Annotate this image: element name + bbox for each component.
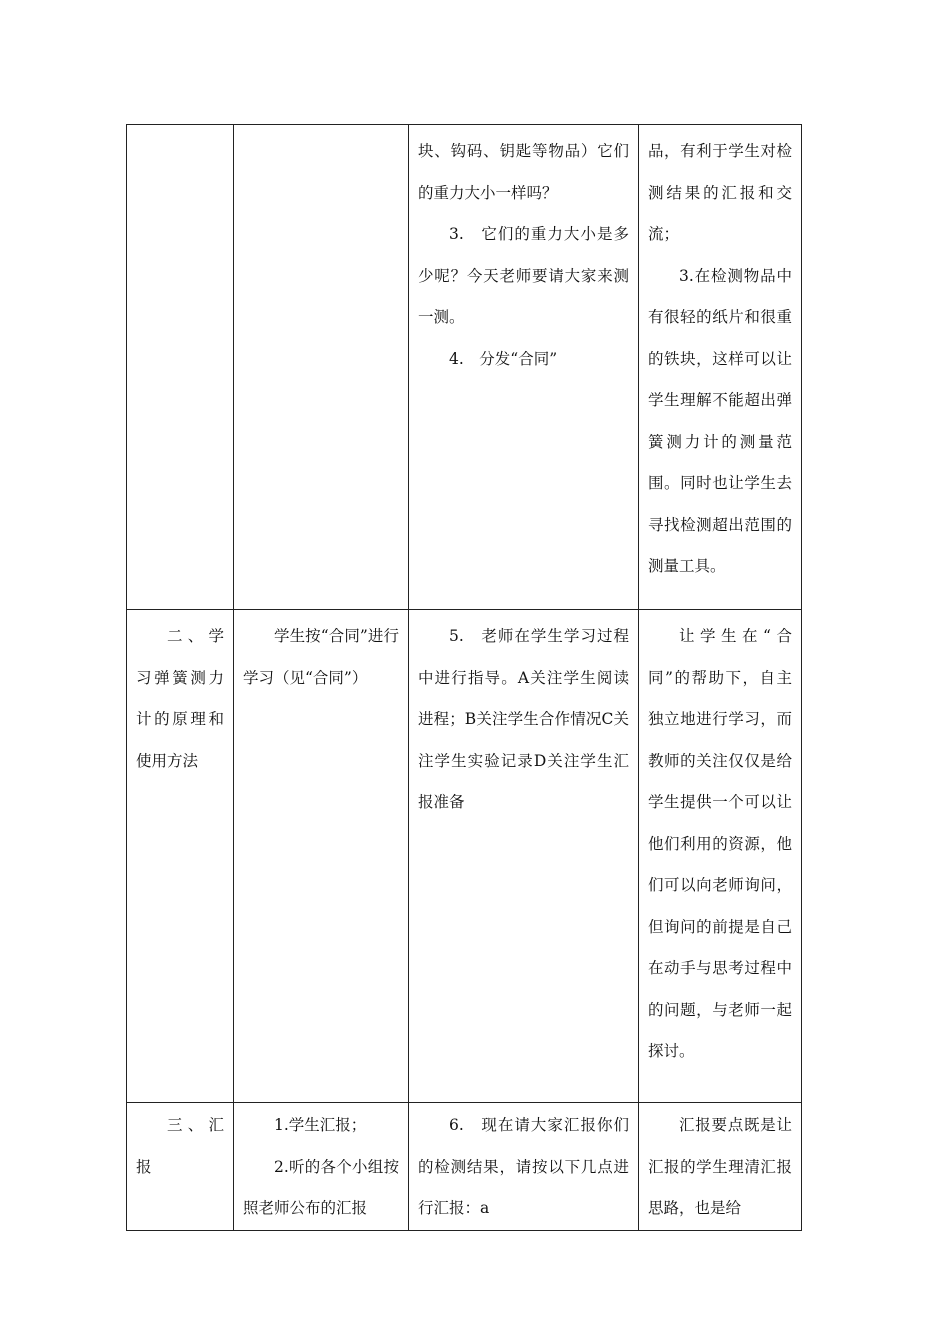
stage-cell bbox=[127, 610, 234, 1103]
cell-paragraph: 让学生在“合同”的帮助下，自主独立地进行学习，而教师的关注仅仅是给学生提供一个可以让他们利用的资源，他们可以向老师询问，但询问的前提是自己在动手与思考过程中的问题，与老师一起探讨。 bbox=[648, 627, 792, 1060]
cell-paragraph: 4. 分发“合同” bbox=[449, 349, 558, 368]
teacher-activity-cell bbox=[409, 125, 639, 610]
stage-cell bbox=[127, 1103, 234, 1231]
cell-paragraph: 块、钩码、钥匙等物品）它们的重力大小一样吗？ bbox=[418, 142, 629, 202]
lesson-plan-table bbox=[126, 124, 802, 1231]
cell-paragraph: 学生按“合同”进行学习（见“合同”） bbox=[243, 627, 399, 687]
cell-paragraph: 5. 老师在学生学习过程中进行指导。A关注学生阅读进程；B关注学生合作情况C关注学生实验记录D关注学生汇报准备 bbox=[418, 627, 629, 811]
cell-paragraph: 二、学习弹簧测力计的原理和使用方法 bbox=[136, 627, 224, 770]
table-row bbox=[127, 1103, 802, 1231]
teacher-activity-cell bbox=[409, 1103, 639, 1231]
teacher-activity-cell bbox=[409, 610, 639, 1103]
cell-paragraph: 汇报要点既是让汇报的学生理清汇报思路，也是给 bbox=[648, 1116, 792, 1217]
cell-paragraph: 1.学生汇报； bbox=[274, 1116, 367, 1134]
design-intent-cell bbox=[639, 610, 802, 1103]
design-intent-cell bbox=[639, 1103, 802, 1231]
cell-paragraph: 6. 现在请大家汇报你们的检测结果，请按以下几点进行汇报：a bbox=[418, 1116, 629, 1217]
cell-paragraph: 2.听的各个小组按照老师公布的汇报 bbox=[243, 1157, 399, 1217]
table-row bbox=[127, 610, 802, 1103]
stage-cell bbox=[127, 125, 234, 610]
student-activity-cell bbox=[234, 1103, 409, 1231]
cell-paragraph: 三、汇报 bbox=[136, 1116, 224, 1176]
table-row bbox=[127, 125, 802, 610]
student-activity-cell bbox=[234, 125, 409, 610]
design-intent-cell bbox=[639, 125, 802, 610]
student-activity-cell bbox=[234, 610, 409, 1103]
cell-paragraph: 3. 它们的重力大小是多少呢？今天老师要请大家来测一测。 bbox=[418, 225, 629, 326]
cell-paragraph: 3.在检测物品中有很轻的纸片和很重的铁块，这样可以让学生理解不能超出弹簧测力计的测量范围。同时也让学生去寻找检测超出范围的测量工具。 bbox=[648, 266, 792, 575]
cell-paragraph: 品，有利于学生对检测结果的汇报和交流； bbox=[648, 142, 792, 243]
